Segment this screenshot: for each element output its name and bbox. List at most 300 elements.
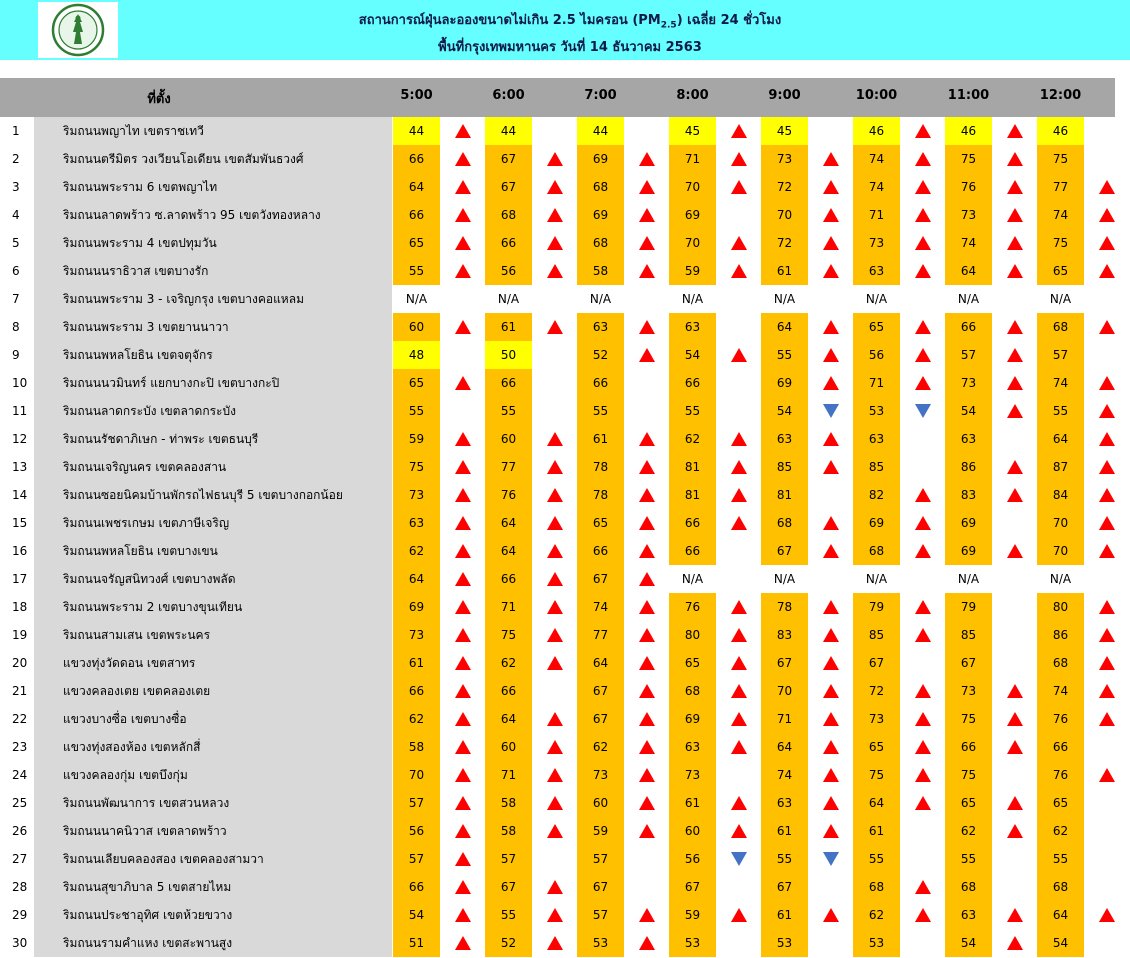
pm25-value: 67: [577, 677, 624, 705]
pm25-value: 65: [1037, 789, 1084, 817]
pm25-value: 72: [761, 173, 808, 201]
pm25-value: 58: [485, 789, 532, 817]
trend-up-icon: [639, 824, 655, 838]
location-name: ริมถนนประชาอุทิศ เขตห้วยขวาง: [34, 901, 392, 929]
trend-up-icon: [455, 712, 471, 726]
pm25-value: 46: [853, 117, 900, 145]
pm25-value: 65: [393, 369, 440, 397]
pm25-value: 70: [393, 761, 440, 789]
trend-up-icon: [1007, 236, 1023, 250]
table-row: [0, 397, 1130, 425]
pm25-value: 85: [853, 621, 900, 649]
location-name: ริมถนนตรีมิตร วงเวียนโอเดียน เขตสัมพันธวงศ์: [34, 145, 392, 173]
pm25-value: 66: [577, 537, 624, 565]
pm25-value: 74: [1037, 369, 1084, 397]
trend-up-icon: [547, 796, 563, 810]
pm25-value: 60: [669, 817, 716, 845]
pm25-value: 68: [577, 173, 624, 201]
trend-up-icon: [823, 432, 839, 446]
pm25-value: 58: [577, 257, 624, 285]
trend-up-icon: [731, 600, 747, 614]
row-number: 23: [0, 733, 34, 761]
location-name: ริมถนนซอยนิคมบ้านพักรถไฟธนบุรี 5 เขตบางกอกน้อย: [34, 481, 392, 509]
pm25-value: 78: [577, 453, 624, 481]
pm25-value: 86: [1037, 621, 1084, 649]
pm25-value: 74: [761, 761, 808, 789]
pm25-value: 59: [393, 425, 440, 453]
trend-up-icon: [639, 768, 655, 782]
pm25-value: 65: [669, 649, 716, 677]
trend-up-icon: [731, 124, 747, 138]
pm25-value: 74: [853, 173, 900, 201]
pm25-value: 60: [485, 733, 532, 761]
pm25-value: 56: [853, 341, 900, 369]
trend-up-icon: [547, 768, 563, 782]
pm25-value: 67: [761, 649, 808, 677]
trend-down-icon: [823, 852, 839, 866]
pm25-value: 67: [761, 537, 808, 565]
pm25-value: 55: [945, 845, 992, 873]
trend-up-icon: [455, 656, 471, 670]
pm25-value: 71: [853, 201, 900, 229]
table-row: [0, 313, 1130, 341]
pm25-value: 68: [1037, 649, 1084, 677]
row-number: 25: [0, 789, 34, 817]
pm25-value: 81: [669, 481, 716, 509]
trend-up-icon: [1099, 908, 1115, 922]
pm25-value: 75: [1037, 145, 1084, 173]
trend-up-icon: [639, 600, 655, 614]
trend-up-icon: [823, 544, 839, 558]
table-row: [0, 929, 1130, 957]
trend-down-icon: [823, 404, 839, 418]
pm25-value: 86: [945, 453, 992, 481]
trend-up-icon: [455, 236, 471, 250]
pm25-value: 83: [945, 481, 992, 509]
pm25-value: 75: [945, 761, 992, 789]
pm25-value: 74: [945, 229, 992, 257]
pm25-value: 71: [853, 369, 900, 397]
location-name: ริมถนนพระราม 4 เขตปทุมวัน: [34, 229, 392, 257]
pm25-value: 61: [761, 817, 808, 845]
location-name: ริมถนนพหลโยธิน เขตบางเขน: [34, 537, 392, 565]
pm25-value: 73: [853, 229, 900, 257]
pm25-value: 65: [577, 509, 624, 537]
pm25-value: 76: [1037, 705, 1084, 733]
pm25-value: 66: [669, 369, 716, 397]
location-name: แขวงคลองเตย เขตคลองเตย: [34, 677, 392, 705]
trend-up-icon: [639, 684, 655, 698]
trend-up-icon: [1099, 516, 1115, 530]
pm25-value: 65: [853, 313, 900, 341]
trend-up-icon: [639, 152, 655, 166]
pm25-value: 54: [393, 901, 440, 929]
pm25-value: 77: [577, 621, 624, 649]
trend-up-icon: [915, 712, 931, 726]
trend-up-icon: [455, 936, 471, 950]
trend-up-icon: [915, 768, 931, 782]
pm25-value: 68: [1037, 313, 1084, 341]
pm25-value: 66: [393, 873, 440, 901]
pm25-value: 44: [577, 117, 624, 145]
pm25-value: 75: [853, 761, 900, 789]
trend-up-icon: [547, 740, 563, 754]
trend-up-icon: [915, 544, 931, 558]
trend-up-icon: [547, 600, 563, 614]
location-name: ริมถนนนราธิวาส เขตบางรัก: [34, 257, 392, 285]
pm25-value: 76: [945, 173, 992, 201]
pm25-value: 68: [761, 509, 808, 537]
trend-up-icon: [455, 152, 471, 166]
pm25-value: 55: [761, 845, 808, 873]
trend-up-icon: [639, 712, 655, 726]
trend-up-icon: [731, 460, 747, 474]
pm25-value: 85: [761, 453, 808, 481]
pm25-value: 69: [669, 201, 716, 229]
trend-up-icon: [1007, 740, 1023, 754]
trend-up-icon: [731, 152, 747, 166]
table-row: [0, 621, 1130, 649]
row-number: 20: [0, 649, 34, 677]
trend-up-icon: [1007, 124, 1023, 138]
location-name: แขวงคลองกุ่ม เขตบึงกุ่ม: [34, 761, 392, 789]
pm25-value: N/A: [1037, 285, 1084, 313]
trend-up-icon: [455, 880, 471, 894]
pm25-value: 81: [761, 481, 808, 509]
trend-up-icon: [731, 824, 747, 838]
pm25-value: 71: [761, 705, 808, 733]
trend-up-icon: [455, 264, 471, 278]
table-row: [0, 677, 1130, 705]
trend-up-icon: [1099, 768, 1115, 782]
pm25-value: 55: [669, 397, 716, 425]
pm25-value: 62: [393, 537, 440, 565]
pm25-value: 73: [945, 201, 992, 229]
pm25-value: 64: [393, 565, 440, 593]
table-row: [0, 285, 1130, 313]
trend-up-icon: [547, 460, 563, 474]
hour-header: 8:00: [676, 88, 709, 103]
row-number: 7: [0, 285, 34, 313]
pm25-value: 63: [669, 733, 716, 761]
table-row: [0, 369, 1130, 397]
pm25-value: 71: [485, 761, 532, 789]
row-number: 18: [0, 593, 34, 621]
row-number: 6: [0, 257, 34, 285]
trend-up-icon: [455, 376, 471, 390]
pm25-value: 63: [393, 509, 440, 537]
pm25-value: 64: [1037, 425, 1084, 453]
trend-up-icon: [639, 936, 655, 950]
pm25-value: 69: [853, 509, 900, 537]
table-row: [0, 789, 1130, 817]
trend-up-icon: [915, 236, 931, 250]
pm25-value: 53: [853, 929, 900, 957]
trend-up-icon: [547, 824, 563, 838]
trend-up-icon: [915, 684, 931, 698]
trend-up-icon: [1099, 460, 1115, 474]
pm25-value: 62: [669, 425, 716, 453]
pm25-value: 68: [853, 873, 900, 901]
pm25-value: 67: [945, 649, 992, 677]
pm25-value: 79: [945, 593, 992, 621]
trend-up-icon: [915, 152, 931, 166]
trend-up-icon: [1099, 404, 1115, 418]
row-number: 26: [0, 817, 34, 845]
pm25-value: 55: [485, 397, 532, 425]
table-row: [0, 733, 1130, 761]
table-row: [0, 425, 1130, 453]
pm25-value: 61: [577, 425, 624, 453]
pm25-value: 64: [761, 313, 808, 341]
row-number: 27: [0, 845, 34, 873]
trend-up-icon: [639, 796, 655, 810]
trend-up-icon: [915, 488, 931, 502]
pm25-value: 74: [1037, 677, 1084, 705]
pm25-value: 44: [393, 117, 440, 145]
trend-up-icon: [455, 320, 471, 334]
table-row: [0, 845, 1130, 873]
trend-up-icon: [731, 908, 747, 922]
trend-up-icon: [639, 236, 655, 250]
trend-up-icon: [1099, 656, 1115, 670]
pm25-value: 67: [761, 873, 808, 901]
pm25-value: 61: [853, 817, 900, 845]
pm25-value: 66: [577, 369, 624, 397]
trend-up-icon: [639, 208, 655, 222]
row-number: 30: [0, 929, 34, 957]
pm25-value: 85: [853, 453, 900, 481]
table-row: [0, 145, 1130, 173]
trend-up-icon: [823, 768, 839, 782]
pm25-value: 66: [945, 733, 992, 761]
pm25-value: 59: [669, 257, 716, 285]
pm25-value: 66: [485, 565, 532, 593]
pm25-value: 74: [1037, 201, 1084, 229]
pm25-value: 62: [577, 733, 624, 761]
row-number: 14: [0, 481, 34, 509]
trend-up-icon: [1007, 796, 1023, 810]
trend-up-icon: [915, 180, 931, 194]
trend-up-icon: [823, 376, 839, 390]
trend-up-icon: [639, 460, 655, 474]
trend-up-icon: [547, 628, 563, 642]
pm25-value: 66: [669, 537, 716, 565]
trend-up-icon: [823, 600, 839, 614]
pm25-value: 67: [577, 873, 624, 901]
trend-up-icon: [823, 348, 839, 362]
pm25-value: 61: [669, 789, 716, 817]
pm25-value: 66: [485, 369, 532, 397]
trend-up-icon: [1007, 824, 1023, 838]
trend-up-icon: [731, 712, 747, 726]
location-name: ริมถนนพหลโยธิน เขตจตุจักร: [34, 341, 392, 369]
location-name: ริมถนนสามเสน เขตพระนคร: [34, 621, 392, 649]
pm25-value: 75: [945, 705, 992, 733]
trend-up-icon: [1007, 264, 1023, 278]
table-row: [0, 565, 1130, 593]
bangkok-seal-icon: [38, 2, 118, 58]
pm25-value: 81: [669, 453, 716, 481]
hour-header: 12:00: [1039, 88, 1082, 103]
trend-up-icon: [731, 516, 747, 530]
pm25-value: 67: [485, 873, 532, 901]
logo-box: [38, 2, 118, 58]
table-row: [0, 117, 1130, 145]
trend-up-icon: [823, 740, 839, 754]
trend-up-icon: [639, 656, 655, 670]
table-row: [0, 649, 1130, 677]
location-name: แขวงทุ่งวัดดอน เขตสาทร: [34, 649, 392, 677]
pm25-value: N/A: [761, 285, 808, 313]
pm25-value: 73: [393, 621, 440, 649]
trend-up-icon: [731, 236, 747, 250]
pm25-value: 70: [1037, 509, 1084, 537]
location-name: ริมถนนรัชดาภิเษก - ท่าพระ เขตธนบุรี: [34, 425, 392, 453]
pm25-value: 70: [1037, 537, 1084, 565]
pm25-value: N/A: [1037, 565, 1084, 593]
pm25-value: 55: [853, 845, 900, 873]
trend-up-icon: [547, 180, 563, 194]
trend-up-icon: [455, 628, 471, 642]
pm25-value: 46: [945, 117, 992, 145]
pm25-value: 69: [945, 509, 992, 537]
pm25-value: 67: [485, 173, 532, 201]
pm25-value: 53: [669, 929, 716, 957]
table-row: [0, 537, 1130, 565]
row-number: 21: [0, 677, 34, 705]
pm25-value: 66: [945, 313, 992, 341]
trend-up-icon: [915, 376, 931, 390]
trend-up-icon: [639, 628, 655, 642]
pm25-value: 68: [1037, 873, 1084, 901]
trend-up-icon: [455, 684, 471, 698]
pm25-value: 65: [853, 733, 900, 761]
pm25-value: 61: [761, 901, 808, 929]
pm25-value: N/A: [853, 565, 900, 593]
pm25-value: 69: [669, 705, 716, 733]
trend-up-icon: [731, 488, 747, 502]
pm25-value: 64: [393, 173, 440, 201]
trend-up-icon: [1099, 628, 1115, 642]
pm25-value: 70: [761, 201, 808, 229]
pm25-value: 64: [485, 509, 532, 537]
pm25-value: 54: [1037, 929, 1084, 957]
row-number: 13: [0, 453, 34, 481]
trend-up-icon: [823, 796, 839, 810]
pm25-value: 67: [577, 705, 624, 733]
pm25-value: 61: [761, 257, 808, 285]
pm25-value: 57: [1037, 341, 1084, 369]
location-name: ริมถนนจรัญสนิทวงศ์ เขตบางพลัด: [34, 565, 392, 593]
trend-up-icon: [731, 656, 747, 670]
pm25-value: 63: [761, 789, 808, 817]
row-number: 9: [0, 341, 34, 369]
table-row: [0, 509, 1130, 537]
trend-up-icon: [639, 488, 655, 502]
trend-up-icon: [1007, 544, 1023, 558]
trend-up-icon: [547, 264, 563, 278]
trend-up-icon: [455, 544, 471, 558]
trend-up-icon: [915, 264, 931, 278]
row-number: 12: [0, 425, 34, 453]
trend-up-icon: [823, 656, 839, 670]
trend-up-icon: [823, 628, 839, 642]
row-number: 16: [0, 537, 34, 565]
location-name: ริมถนนรามคำแหง เขตสะพานสูง: [34, 929, 392, 957]
row-number: 8: [0, 313, 34, 341]
pm25-value: 54: [945, 397, 992, 425]
row-number: 2: [0, 145, 34, 173]
trend-up-icon: [1007, 376, 1023, 390]
table-row: [0, 705, 1130, 733]
hour-header: 5:00: [400, 88, 433, 103]
pm25-value: 55: [393, 397, 440, 425]
pm25-value: 74: [577, 593, 624, 621]
trend-up-icon: [455, 600, 471, 614]
row-number: 3: [0, 173, 34, 201]
trend-up-icon: [547, 236, 563, 250]
pm25-value: 73: [669, 761, 716, 789]
pm25-value: 55: [1037, 845, 1084, 873]
pm25-value: 67: [577, 565, 624, 593]
row-number: 29: [0, 901, 34, 929]
trend-up-icon: [639, 740, 655, 754]
trend-up-icon: [1007, 180, 1023, 194]
pm25-value: 66: [393, 145, 440, 173]
trend-up-icon: [823, 712, 839, 726]
pm25-value: 52: [577, 341, 624, 369]
location-name: ริมถนนพญาไท เขตราชเทวี: [34, 117, 392, 145]
trend-up-icon: [639, 180, 655, 194]
trend-up-icon: [455, 516, 471, 530]
pm25-value: N/A: [945, 285, 992, 313]
trend-up-icon: [823, 180, 839, 194]
pm25-value: 57: [945, 341, 992, 369]
trend-up-icon: [455, 852, 471, 866]
pm25-value: 71: [669, 145, 716, 173]
pm25-value: 66: [485, 229, 532, 257]
table-row: [0, 257, 1130, 285]
pm25-value: 64: [1037, 901, 1084, 929]
pm25-value: 61: [485, 313, 532, 341]
trend-up-icon: [639, 264, 655, 278]
trend-up-icon: [915, 880, 931, 894]
trend-up-icon: [1099, 544, 1115, 558]
pm25-value: 54: [945, 929, 992, 957]
trend-up-icon: [731, 628, 747, 642]
row-number: 4: [0, 201, 34, 229]
trend-up-icon: [1099, 320, 1115, 334]
table-row: [0, 873, 1130, 901]
trend-up-icon: [1099, 208, 1115, 222]
trend-up-icon: [455, 488, 471, 502]
pm25-value: 55: [485, 901, 532, 929]
pm25-value: 67: [669, 873, 716, 901]
trend-up-icon: [639, 432, 655, 446]
trend-up-icon: [455, 740, 471, 754]
row-number: 10: [0, 369, 34, 397]
table-row: [0, 481, 1130, 509]
pm25-value: N/A: [669, 285, 716, 313]
table-row: [0, 173, 1130, 201]
trend-up-icon: [823, 460, 839, 474]
pm25-value: 75: [393, 453, 440, 481]
pm25-value: 63: [853, 257, 900, 285]
trend-up-icon: [1007, 488, 1023, 502]
trend-up-icon: [547, 908, 563, 922]
pm25-value: 66: [393, 201, 440, 229]
